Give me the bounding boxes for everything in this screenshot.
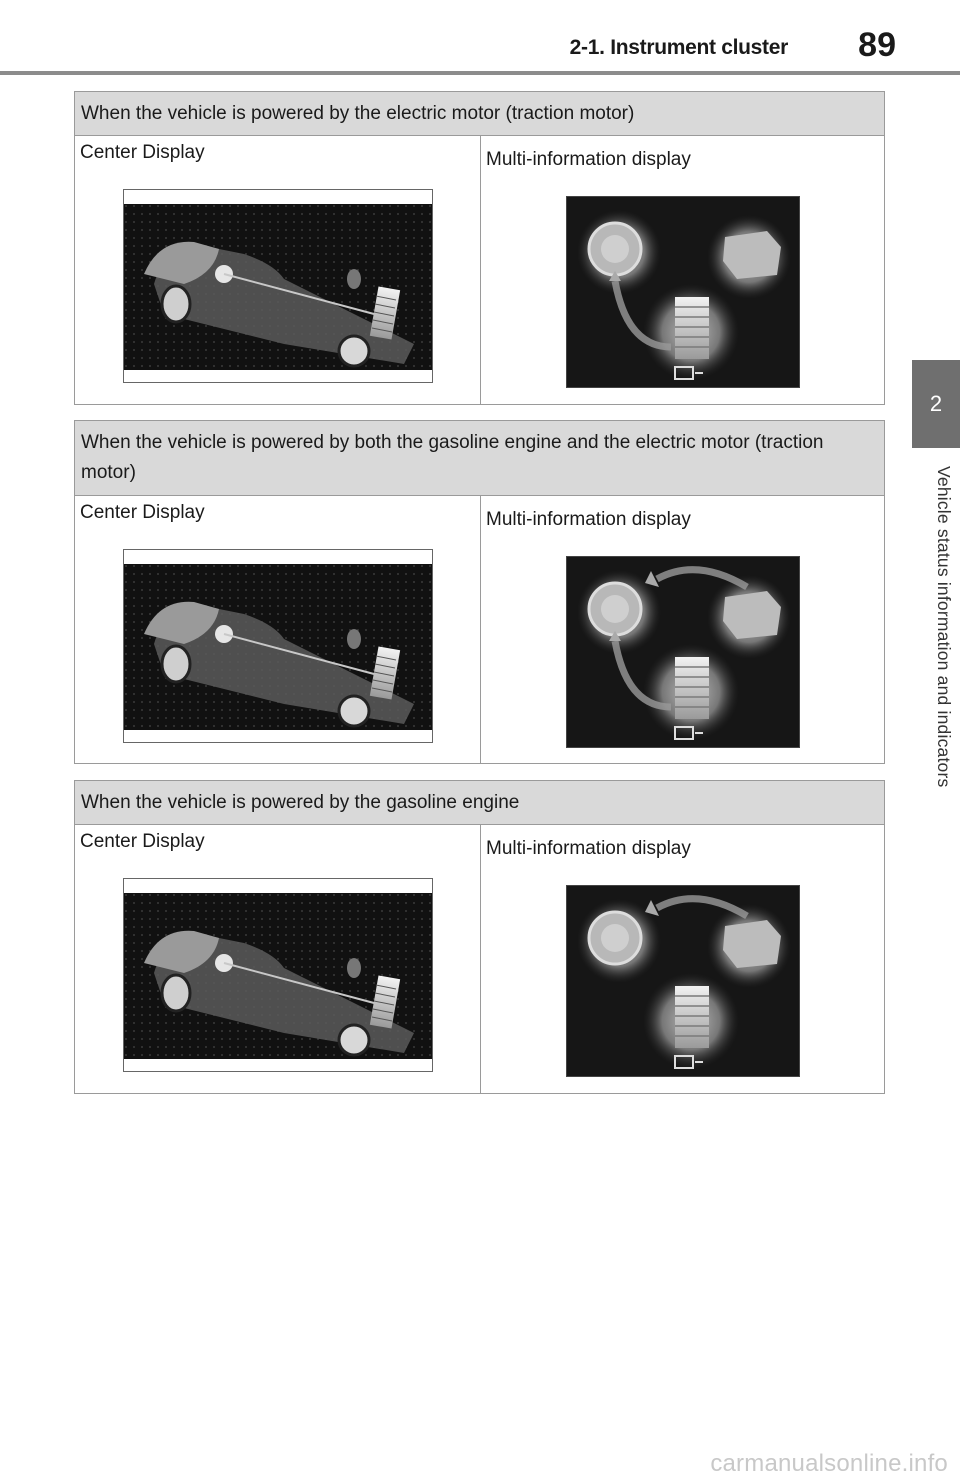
header-rule [0,71,960,75]
center-display-cell [75,136,481,404]
energy-monitor-illustration [567,557,799,747]
gasoline-engine-block [74,780,885,1094]
center-display-label: Center Display [80,831,205,852]
center-display-label: Center Display [80,502,205,523]
multi-info-display-image [566,196,800,388]
chapter-tab [912,360,960,448]
center-display-cell [75,496,481,763]
multi-info-display-label: Multi-information display [486,149,691,170]
multi-info-display-image [566,885,800,1077]
center-display-label: Center Display [80,142,205,163]
multi-info-display-image [566,556,800,748]
block-heading: When the vehicle is powered by the electric motor (traction motor) [75,92,884,136]
chapter-title: Vehicle status information and indicators [934,466,954,788]
hybrid-block [74,420,885,764]
car-power-flow-illustration [124,893,432,1059]
watermark: carmanualsonline.info [710,1450,948,1477]
multi-info-display-label: Multi-information display [486,509,691,530]
page-number: 89 [858,26,896,64]
car-power-flow-illustration [124,564,432,730]
section-title: 2-1. Instrument cluster [569,36,788,59]
center-display-image [123,549,433,743]
energy-monitor-illustration [567,886,799,1076]
multi-info-display-cell [481,136,884,404]
electric-motor-block [74,91,885,405]
center-display-image [123,878,433,1072]
center-display-cell [75,825,481,1093]
car-power-flow-illustration [124,204,432,370]
center-display-image [123,189,433,383]
block-heading: When the vehicle is powered by the gasoline engine [75,781,884,825]
chapter-number: 2 [929,391,943,416]
block-heading: When the vehicle is powered by both the gasoline engine and the electric motor (traction motor) [75,421,884,496]
energy-monitor-illustration [567,197,799,387]
multi-info-display-label: Multi-information display [486,838,691,859]
multi-info-display-cell [481,825,884,1093]
multi-info-display-cell [481,496,884,763]
